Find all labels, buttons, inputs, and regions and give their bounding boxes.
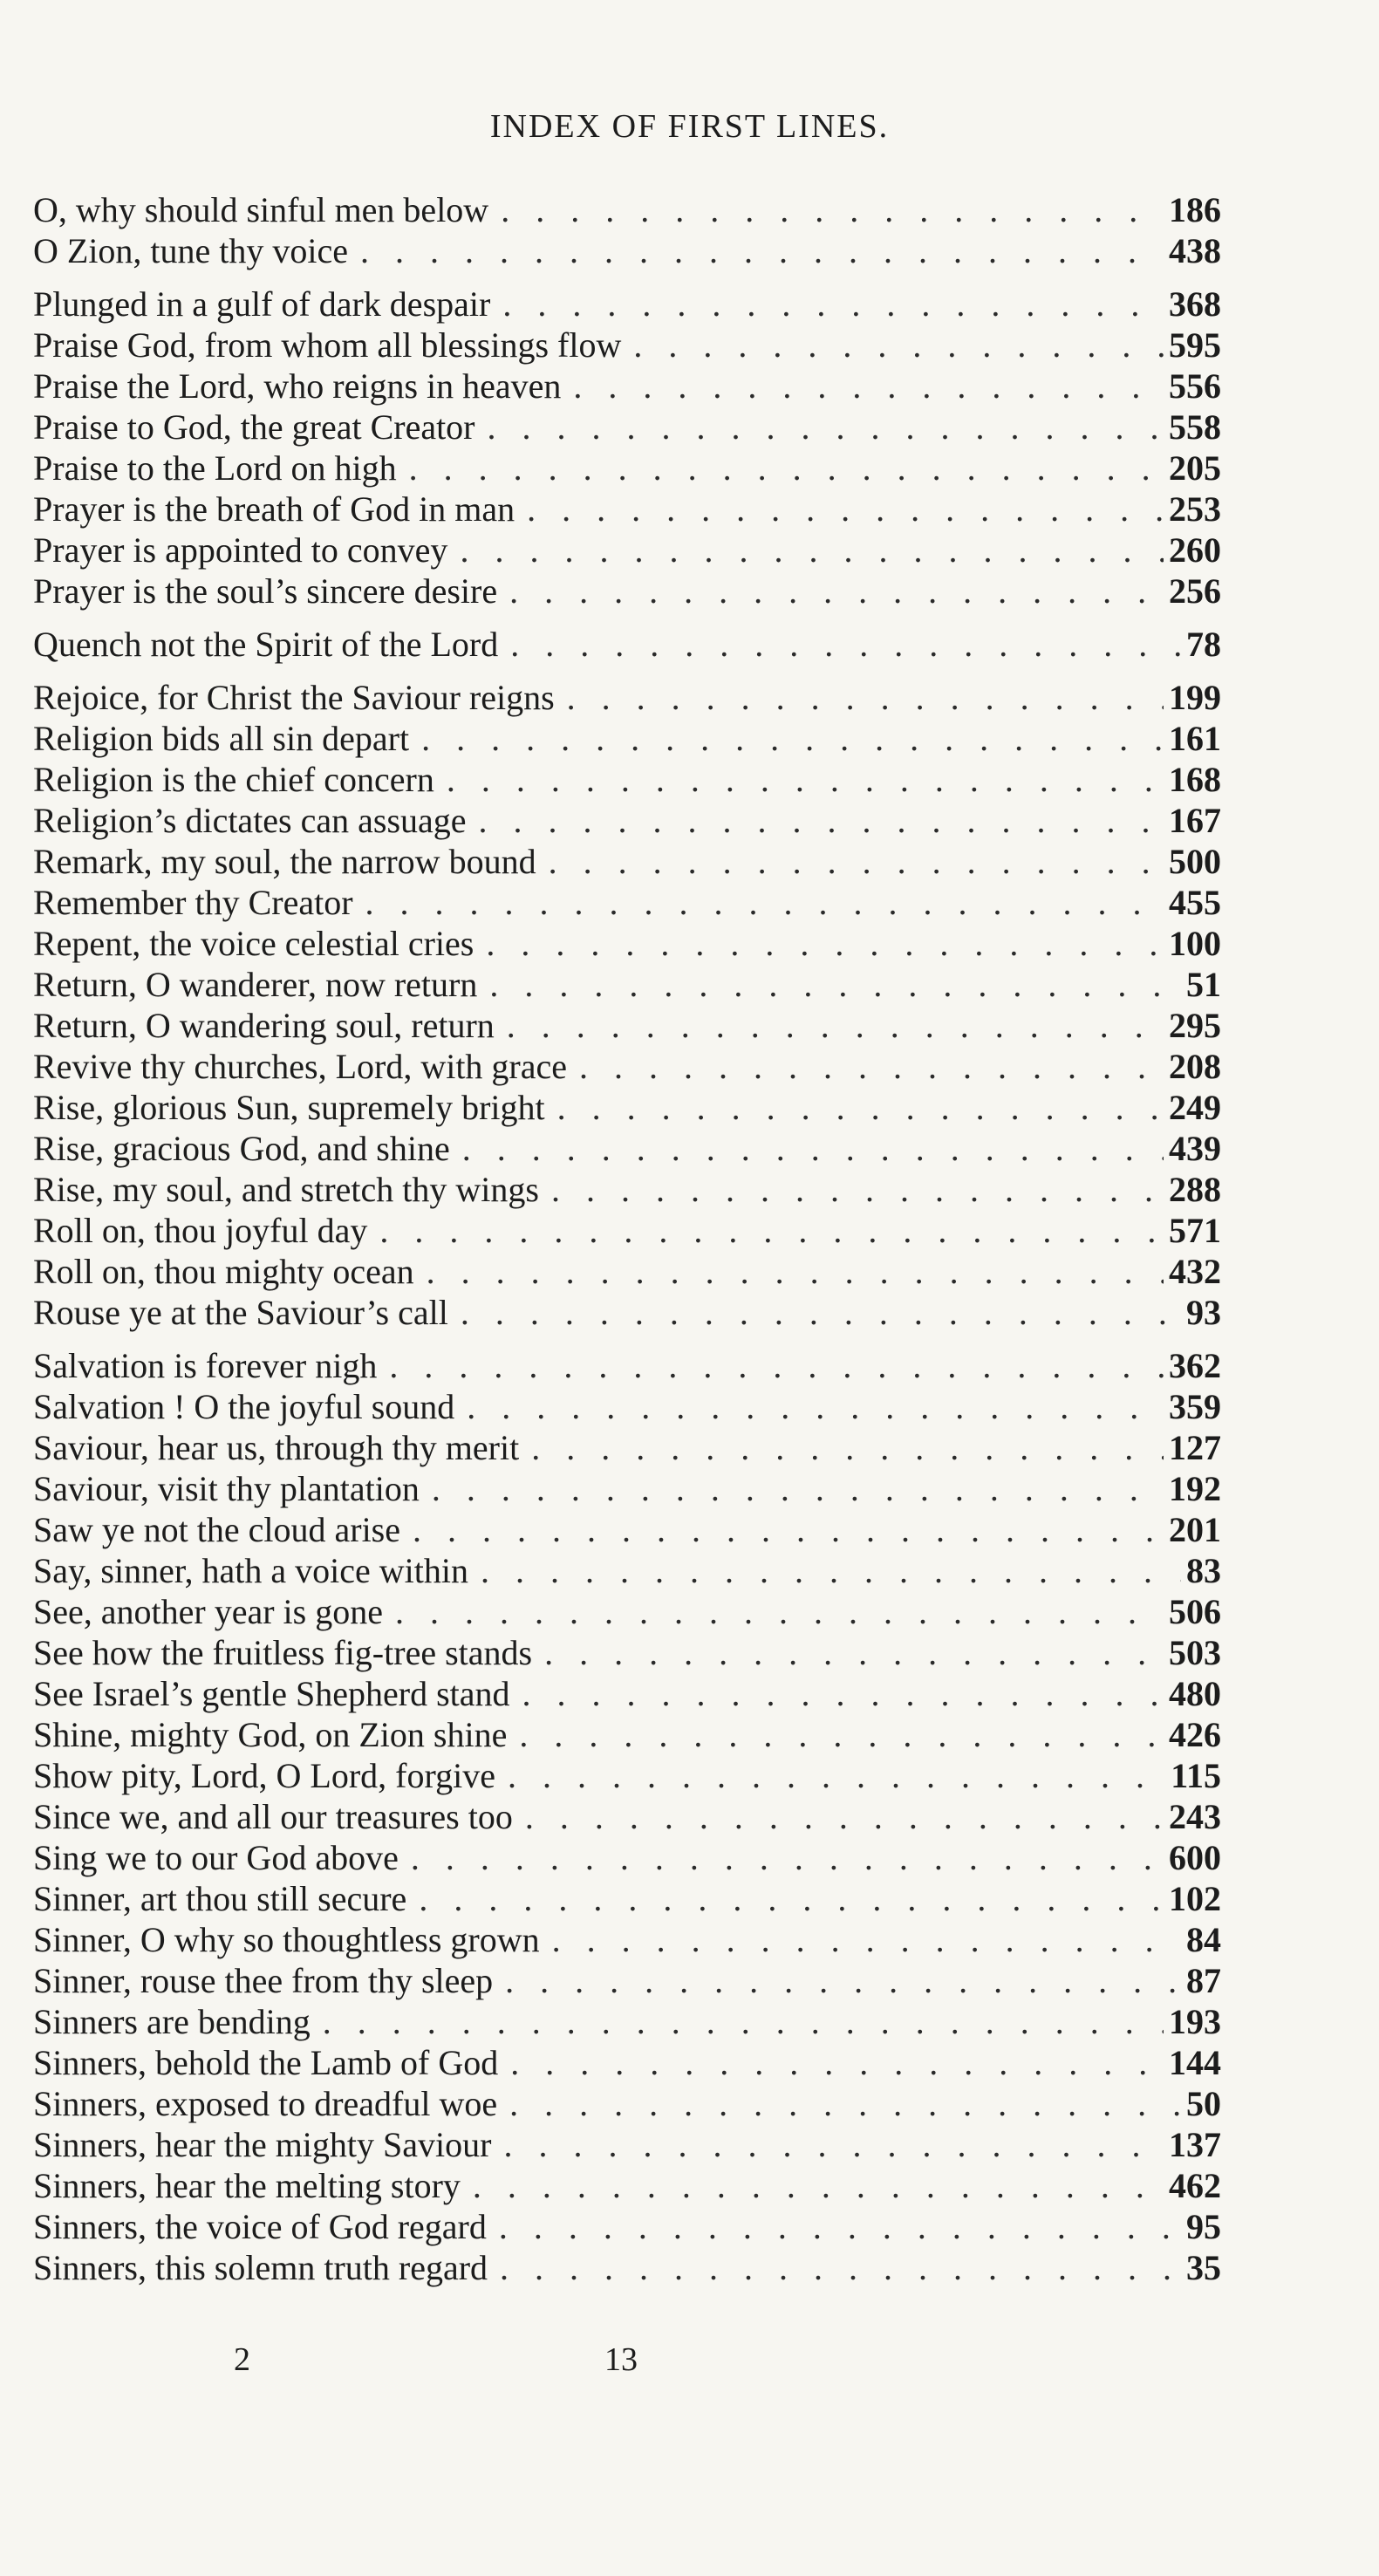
dot-leader [519,1714,1164,1755]
first-line-text: O, why should sinful men below [33,190,489,229]
first-line-text: Sing we to our God above [33,1838,399,1877]
dot-leader [389,1345,1164,1386]
index-entry [33,1005,1221,1046]
index-entry [33,1714,1221,1755]
hymn-number: 161 [1169,719,1221,758]
dot-leader [421,718,1164,759]
hymn-number: 359 [1169,1387,1221,1426]
dot-leader [579,1046,1164,1087]
hymn-number: 51 [1186,965,1221,1004]
index-entry [33,230,1221,271]
hymn-number: 600 [1169,1838,1221,1877]
hymn-number: 95 [1186,2207,1221,2246]
hymn-number: 199 [1169,678,1221,717]
dot-leader [573,366,1164,407]
dot-leader [413,1509,1164,1550]
dot-leader [460,530,1164,571]
hymn-number: 368 [1169,284,1221,324]
first-line-text: See how the fruitless fig-tree stands [33,1633,533,1672]
dot-leader [481,1550,1181,1591]
index-entry [33,2247,1221,2288]
index-entry [33,2083,1221,2124]
hymn-number: 571 [1169,1211,1221,1250]
index-entry [33,1251,1221,1292]
dot-leader [365,882,1164,923]
dot-leader [531,1427,1164,1468]
first-line-text: Praise God, from whom all blessings flow [33,325,622,365]
dot-leader [486,923,1164,964]
first-line-text: Salvation is forever nigh [33,1346,378,1385]
hymn-number: 193 [1169,2002,1221,2041]
first-line-text: Prayer is the soul’s sincere desire [33,571,498,611]
first-line-text: See Israel’s gentle Shepherd stand [33,1674,510,1713]
hymn-number: 144 [1169,2043,1221,2082]
hymn-number: 50 [1186,2084,1221,2123]
index-entry [33,2001,1221,2042]
index-group [33,189,1221,271]
hymn-number: 115 [1171,1756,1221,1795]
dot-leader [409,448,1164,489]
dot-leader [502,284,1164,325]
first-line-text: Plunged in a gulf of dark despair [33,284,491,324]
index-entry [33,1169,1221,1210]
first-line-text: Prayer is appointed to convey [33,530,448,570]
hymn-number: 556 [1169,366,1221,406]
index-entry [33,1755,1221,1796]
index-entry [33,1796,1221,1837]
page-number: 13 [604,2341,638,2378]
dot-leader [525,1796,1164,1837]
index-entry [33,1591,1221,1632]
index-group [33,284,1221,612]
first-line-text: Sinner, art thou still secure [33,1879,407,1918]
dot-leader [479,800,1164,841]
index-entry [33,964,1221,1005]
hymn-number: 78 [1186,625,1221,664]
first-line-text: Since we, and all our treasures too [33,1797,513,1836]
dot-leader [395,1591,1164,1632]
first-line-text: Sinners, the voice of God regard [33,2207,487,2246]
index-entry [33,1468,1221,1509]
hymn-number: 253 [1169,489,1221,529]
dot-leader [447,759,1164,800]
hymn-number: 84 [1186,1920,1221,1959]
first-line-text: Saviour, visit thy plantation [33,1469,420,1508]
first-line-text: Religion bids all sin depart [33,719,410,758]
dot-leader [473,2165,1164,2206]
dot-leader [467,1386,1164,1427]
first-line-text: Sinner, rouse thee from thy sleep [33,1961,494,2000]
hymn-number: 558 [1169,407,1221,447]
first-line-text: Sinners, hear the melting story [33,2166,461,2205]
dot-leader [552,1919,1181,1960]
dot-leader [557,1087,1164,1128]
dot-leader [507,1005,1164,1046]
index-list [33,189,1221,2300]
first-line-text: Sinners are bending [33,2002,311,2041]
index-entry [33,530,1221,571]
first-line-text: Rouse ye at the Saviour’s call [33,1293,448,1332]
dot-leader [411,1837,1164,1878]
hymn-number: 426 [1169,1715,1221,1754]
index-entry [33,923,1221,964]
index-entry [33,2124,1221,2165]
dot-leader [419,1878,1164,1919]
hymn-number: 256 [1169,571,1221,611]
hymn-number: 480 [1169,1674,1221,1713]
dot-leader [633,325,1164,366]
first-line-text: Saviour, hear us, through thy merit [33,1428,520,1467]
dot-leader [379,1210,1164,1251]
first-line-text: Roll on, thou mighty ocean [33,1252,414,1291]
first-line-text: Return, O wanderer, now return [33,965,478,1004]
index-entry [33,1878,1221,1919]
first-line-text: Prayer is the breath of God in man [33,489,515,529]
hymn-number: 100 [1169,924,1221,963]
first-line-text: Saw ye not the cloud arise [33,1510,400,1549]
index-entry [33,1632,1221,1673]
first-line-text: Shine, mighty God, on Zion shine [33,1715,508,1754]
dot-leader [508,1755,1165,1796]
index-entry [33,2206,1221,2247]
index-group [33,677,1221,1333]
dot-leader [500,2247,1181,2288]
hymn-number: 83 [1186,1551,1221,1590]
hymn-number: 205 [1169,448,1221,488]
dot-leader [462,1128,1164,1169]
first-line-text: O Zion, tune thy voice [33,231,349,270]
index-entry [33,677,1221,718]
hymn-number: 503 [1169,1633,1221,1672]
index-entry [33,366,1221,407]
index-entry [33,571,1221,612]
signature-mark: 2 [234,2341,250,2378]
hymn-number: 208 [1169,1047,1221,1086]
first-line-text: Sinners, behold the Lamb of God [33,2043,499,2082]
first-line-text: Sinner, O why so thoughtless grown [33,1920,540,1959]
hymn-number: 168 [1169,760,1221,799]
hymn-number: 362 [1169,1346,1221,1385]
index-entry [33,1128,1221,1169]
index-entry [33,284,1221,325]
hymn-number: 87 [1186,1961,1221,2000]
dot-leader [323,2001,1164,2042]
hymn-number: 295 [1169,1006,1221,1045]
dot-leader [544,1632,1164,1673]
index-entry [33,1345,1221,1386]
first-line-text: Religion is the chief concern [33,760,434,799]
first-line-text: Return, O wandering soul, return [33,1006,495,1045]
dot-leader [501,189,1164,230]
index-group [33,624,1221,665]
first-line-text: Rise, my soul, and stretch thy wings [33,1170,539,1209]
dot-leader [488,407,1164,448]
dot-leader [432,1468,1164,1509]
dot-leader [551,1169,1164,1210]
dot-leader [505,1960,1181,2001]
dot-leader [499,2206,1181,2247]
index-entry [33,2165,1221,2206]
hymn-number: 192 [1169,1469,1221,1508]
dot-leader [567,677,1164,718]
index-entry [33,624,1221,665]
index-entry [33,407,1221,448]
index-group [33,1345,1221,2288]
dot-leader [509,2083,1181,2124]
first-line-text: Religion’s dictates can assuage [33,801,467,840]
hymn-number: 243 [1169,1797,1221,1836]
dot-leader [527,489,1164,530]
hymn-number: 137 [1169,2125,1221,2164]
index-entry [33,1673,1221,1714]
first-line-text: Rise, glorious Sun, supremely bright [33,1088,545,1127]
first-line-text: Sinners, hear the mighty Saviour [33,2125,492,2164]
hymn-number: 500 [1169,842,1221,881]
first-line-text: Salvation ! O the joyful sound [33,1387,455,1426]
index-entry [33,1837,1221,1878]
first-line-text: Praise to the Lord on high [33,448,397,488]
first-line-text: Remember thy Creator [33,883,353,922]
first-line-text: Rejoice, for Christ the Saviour reigns [33,678,555,717]
index-entry [33,882,1221,923]
hymn-number: 432 [1169,1252,1221,1291]
index-entry [33,1919,1221,1960]
index-entry [33,1292,1221,1333]
index-entry [33,1509,1221,1550]
first-line-text: Revive thy churches, Lord, with grace [33,1047,568,1086]
dot-leader [427,1251,1164,1292]
index-entry [33,1960,1221,2001]
first-line-text: Repent, the voice celestial cries [33,924,474,963]
hymn-number: 127 [1169,1428,1221,1467]
index-entry [33,841,1221,882]
first-line-text: Say, sinner, hath a voice within [33,1551,469,1590]
first-line-text: Praise the Lord, who reigns in heaven [33,366,562,406]
index-entry [33,189,1221,230]
hymn-number: 260 [1169,530,1221,570]
index-entry [33,489,1221,530]
index-entry [33,1087,1221,1128]
dot-leader [510,2042,1164,2083]
dot-leader [522,1673,1164,1714]
dot-leader [489,964,1181,1005]
hymn-number: 93 [1186,1293,1221,1332]
hymn-number: 102 [1169,1879,1221,1918]
index-entry [33,1046,1221,1087]
dot-leader [509,571,1164,612]
hymn-number: 506 [1169,1592,1221,1631]
index-entry [33,1210,1221,1251]
index-entry [33,1550,1221,1591]
first-line-text: Sinners, this solemn truth regard [33,2248,488,2287]
index-entry [33,1427,1221,1468]
hymn-number: 455 [1169,883,1221,922]
page-title: INDEX OF FIRST LINES. [489,108,890,145]
index-entry [33,800,1221,841]
hymn-number: 595 [1169,325,1221,365]
dot-leader [549,841,1164,882]
index-entry [33,448,1221,489]
first-line-text: See, another year is gone [33,1592,383,1631]
first-line-text: Remark, my soul, the narrow bound [33,842,536,881]
hymn-number: 249 [1169,1088,1221,1127]
dot-leader [360,230,1164,271]
first-line-text: Show pity, Lord, O Lord, forgive [33,1756,495,1795]
first-line-text: Rise, gracious God, and shine [33,1129,450,1168]
hymn-number: 462 [1169,2166,1221,2205]
index-entry [33,718,1221,759]
hymn-number: 288 [1169,1170,1221,1209]
index-entry [33,759,1221,800]
first-line-text: Praise to God, the great Creator [33,407,475,447]
index-entry [33,2042,1221,2083]
hymn-number: 438 [1169,231,1221,270]
page-footer [0,2338,1379,2381]
first-line-text: Sinners, exposed to dreadful woe [33,2084,498,2123]
dot-leader [503,2124,1164,2165]
dot-leader [510,624,1181,665]
hymn-number: 186 [1169,190,1221,229]
index-entry [33,1386,1221,1427]
hymn-number: 439 [1169,1129,1221,1168]
dot-leader [461,1292,1181,1333]
hymn-number: 35 [1186,2248,1221,2287]
index-entry [33,325,1221,366]
hymn-number: 201 [1169,1510,1221,1549]
first-line-text: Roll on, thou joyful day [33,1211,368,1250]
first-line-text: Quench not the Spirit of the Lord [33,625,499,664]
hymn-number: 167 [1169,801,1221,840]
